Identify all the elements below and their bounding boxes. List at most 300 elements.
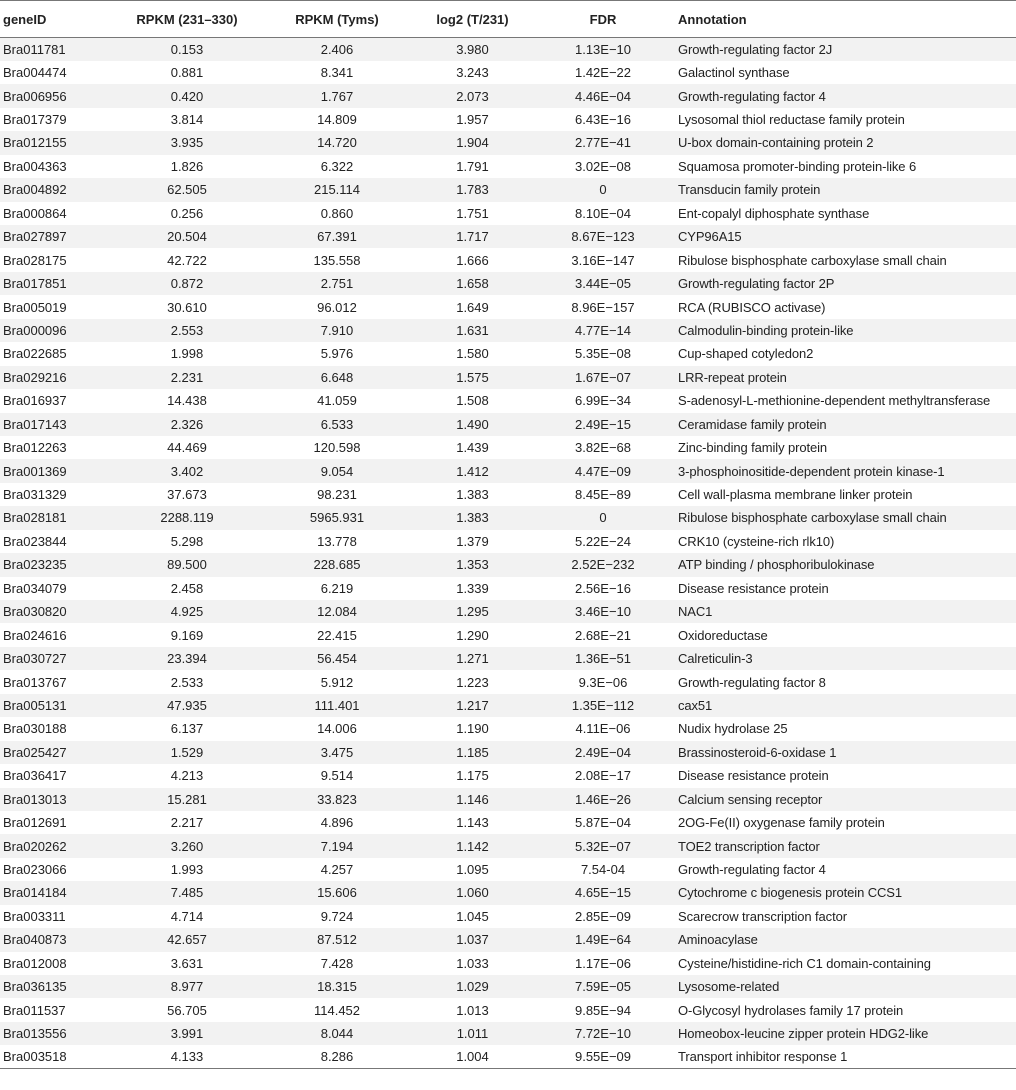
table-row xyxy=(0,998,1016,1021)
annotation-cell: Cytochrome c biogenesis protein CCS1 xyxy=(678,885,903,901)
table-row xyxy=(0,459,1016,482)
gene-id-cell: Bra017379 xyxy=(3,112,67,128)
annotation-cell: Brassinosteroid-6-oxidase 1 xyxy=(678,744,837,760)
log2-ratio-cell: 1.004 xyxy=(456,1049,489,1065)
gene-id-cell: Bra017143 xyxy=(3,416,67,432)
rpkm-231-330-cell: 0.153 xyxy=(170,41,204,57)
gene-id-cell: Bra011537 xyxy=(3,1002,66,1018)
header-log2-ratio: log2 (T/231) xyxy=(436,11,509,27)
rpkm-231-330-cell: 2.553 xyxy=(170,322,204,338)
gene-id-cell: Bra003518 xyxy=(3,1049,67,1065)
fdr-cell: 9.85E−94 xyxy=(574,1002,632,1018)
log2-ratio-cell: 1.045 xyxy=(456,908,489,924)
rpkm-231-330-cell: 6.137 xyxy=(170,721,204,737)
fdr-cell: 5.32E−07 xyxy=(574,838,632,854)
rpkm-tyms-cell: 13.778 xyxy=(317,533,357,549)
fdr-cell: 1.35E−112 xyxy=(571,697,635,713)
rpkm-231-330-cell: 2.458 xyxy=(170,580,204,596)
annotation-cell: O-Glycosyl hydrolases family 17 protein xyxy=(678,1002,904,1018)
annotation-cell: Growth-regulating factor 4 xyxy=(678,862,826,878)
annotation-cell: S-adenosyl-L-methionine-dependent methyltransferase xyxy=(678,393,991,409)
log2-ratio-cell: 1.751 xyxy=(456,205,489,221)
fdr-cell: 6.99E−34 xyxy=(574,393,632,409)
gene-id-cell: Bra004474 xyxy=(3,65,67,81)
annotation-cell: U-box domain-containing protein 2 xyxy=(678,135,874,151)
table-row xyxy=(0,670,1016,693)
gene-id-cell: Bra025427 xyxy=(3,744,67,760)
log2-ratio-cell: 1.353 xyxy=(456,557,489,573)
fdr-cell: 8.67E−123 xyxy=(571,229,635,245)
rpkm-231-330-cell: 9.169 xyxy=(170,627,204,643)
rpkm-tyms-cell: 7.194 xyxy=(320,838,354,854)
gene-id-cell: Bra031329 xyxy=(3,487,67,503)
rpkm-tyms-cell: 9.514 xyxy=(320,768,354,784)
gene-id-cell: Bra012263 xyxy=(3,440,67,456)
table-row xyxy=(0,741,1016,764)
gene-id-cell: Bra020262 xyxy=(3,838,67,854)
log2-ratio-cell: 1.185 xyxy=(456,744,489,760)
rpkm-231-330-cell: 3.991 xyxy=(170,1026,204,1042)
fdr-cell: 5.22E−24 xyxy=(574,533,632,549)
annotation-cell: Homeobox-leucine zipper protein HDG2-like xyxy=(678,1026,929,1042)
table-row xyxy=(0,483,1016,506)
gene-id-cell: Bra005131 xyxy=(3,697,67,713)
rpkm-231-330-cell: 0.881 xyxy=(170,65,204,81)
rpkm-231-330-cell: 1.529 xyxy=(170,744,204,760)
rpkm-231-330-cell: 2.326 xyxy=(170,416,204,432)
log2-ratio-cell: 3.243 xyxy=(456,65,489,81)
rpkm-tyms-cell: 14.006 xyxy=(317,721,357,737)
gene-id-cell: Bra022685 xyxy=(3,346,67,362)
gene-id-cell: Bra012155 xyxy=(3,135,67,151)
rpkm-231-330-cell: 23.394 xyxy=(167,651,207,667)
annotation-cell: Growth-regulating factor 2J xyxy=(678,41,833,57)
fdr-cell: 1.36E−51 xyxy=(574,651,632,667)
rpkm-231-330-cell: 44.469 xyxy=(167,440,207,456)
rpkm-231-330-cell: 20.504 xyxy=(167,229,207,245)
header-fdr: FDR xyxy=(589,11,617,27)
rpkm-tyms-cell: 12.084 xyxy=(317,604,357,620)
gene-id-cell: Bra013767 xyxy=(3,674,67,690)
table-row xyxy=(0,717,1016,740)
annotation-cell: Scarecrow transcription factor xyxy=(678,908,847,924)
fdr-cell: 7.72E−10 xyxy=(574,1026,632,1042)
table-row xyxy=(0,389,1016,412)
rpkm-tyms-cell: 0.860 xyxy=(320,205,354,221)
header-annotation: Annotation xyxy=(678,11,747,27)
fdr-cell: 1.17E−06 xyxy=(574,955,632,971)
fdr-cell: 6.43E−16 xyxy=(574,112,632,128)
fdr-cell: 2.56E−16 xyxy=(574,580,632,596)
rpkm-tyms-cell: 4.896 xyxy=(320,815,354,831)
rpkm-231-330-cell: 3.814 xyxy=(170,112,204,128)
gene-id-cell: Bra028175 xyxy=(3,252,67,268)
annotation-cell: Cup-shaped cotyledon2 xyxy=(678,346,814,362)
table-row xyxy=(0,178,1016,201)
fdr-cell: 1.67E−07 xyxy=(574,369,632,385)
fdr-cell: 1.13E−10 xyxy=(574,41,632,57)
log2-ratio-cell: 2.073 xyxy=(456,88,489,104)
gene-id-cell: Bra036417 xyxy=(3,768,67,784)
log2-ratio-cell: 1.658 xyxy=(456,276,489,292)
fdr-cell: 4.77E−14 xyxy=(574,322,632,338)
rpkm-tyms-cell: 96.012 xyxy=(317,299,357,315)
fdr-cell: 5.35E−08 xyxy=(574,346,632,362)
annotation-cell: TOE2 transcription factor xyxy=(678,838,820,854)
log2-ratio-cell: 1.142 xyxy=(456,838,489,854)
fdr-cell: 0 xyxy=(599,510,607,526)
rpkm-tyms-cell: 56.454 xyxy=(317,651,357,667)
table-row xyxy=(0,108,1016,131)
log2-ratio-cell: 1.175 xyxy=(456,768,489,784)
table-body xyxy=(0,38,1016,1069)
rpkm-231-330-cell: 3.260 xyxy=(170,838,204,854)
annotation-cell: ATP binding / phosphoribulokinase xyxy=(678,557,875,573)
table-row xyxy=(0,834,1016,857)
rpkm-tyms-cell: 8.341 xyxy=(320,65,354,81)
log2-ratio-cell: 1.339 xyxy=(456,580,489,596)
table-row xyxy=(0,600,1016,623)
rpkm-tyms-cell: 2.751 xyxy=(320,276,354,292)
rpkm-tyms-cell: 5.912 xyxy=(320,674,354,690)
fdr-cell: 7.59E−05 xyxy=(574,979,632,995)
table-row xyxy=(0,553,1016,576)
rpkm-231-330-cell: 14.438 xyxy=(167,393,207,409)
rpkm-231-330-cell: 0.256 xyxy=(170,205,204,221)
header-rpkm-231-330: RPKM (231–330) xyxy=(136,11,238,27)
rpkm-tyms-cell: 228.685 xyxy=(313,557,361,573)
annotation-cell: Zinc-binding family protein xyxy=(678,440,828,456)
annotation-cell: NAC1 xyxy=(678,604,713,620)
rpkm-tyms-cell: 14.809 xyxy=(317,112,357,128)
log2-ratio-cell: 3.980 xyxy=(456,41,489,57)
rpkm-231-330-cell: 42.657 xyxy=(167,932,207,948)
fdr-cell: 8.10E−04 xyxy=(574,205,632,221)
log2-ratio-cell: 1.439 xyxy=(456,440,489,456)
table-row xyxy=(0,1022,1016,1045)
fdr-cell: 4.65E−15 xyxy=(574,885,632,901)
annotation-cell: Ent-copalyl diphosphate synthase xyxy=(678,205,870,221)
rpkm-tyms-cell: 8.044 xyxy=(320,1026,354,1042)
log2-ratio-cell: 1.223 xyxy=(456,674,489,690)
table-row xyxy=(0,61,1016,84)
rpkm-231-330-cell: 4.213 xyxy=(170,768,204,784)
table-row xyxy=(0,272,1016,295)
gene-id-cell: Bra016937 xyxy=(3,393,67,409)
gene-id-cell: Bra030727 xyxy=(3,651,67,667)
rpkm-231-330-cell: 4.133 xyxy=(170,1049,204,1065)
rpkm-231-330-cell: 5.298 xyxy=(170,533,204,549)
gene-id-cell: Bra011781 xyxy=(3,41,66,57)
rpkm-tyms-cell: 7.428 xyxy=(320,955,354,971)
annotation-cell: Lysosomal thiol reductase family protein xyxy=(678,112,905,128)
annotation-cell: Ceramidase family protein xyxy=(678,416,827,432)
table-row xyxy=(0,764,1016,787)
gene-id-cell: Bra014184 xyxy=(3,885,67,901)
fdr-cell: 7.54-04 xyxy=(580,862,626,878)
fdr-cell: 1.42E−22 xyxy=(574,65,632,81)
rpkm-231-330-cell: 3.935 xyxy=(170,135,204,151)
rpkm-tyms-cell: 33.823 xyxy=(317,791,357,807)
rpkm-tyms-cell: 6.533 xyxy=(320,416,354,432)
gene-id-cell: Bra000096 xyxy=(3,322,67,338)
gene-id-cell: Bra000864 xyxy=(3,205,67,221)
rpkm-231-330-cell: 37.673 xyxy=(167,487,207,503)
annotation-cell: Galactinol synthase xyxy=(678,65,790,81)
rpkm-tyms-cell: 5.976 xyxy=(320,346,354,362)
gene-id-cell: Bra036135 xyxy=(3,979,67,995)
rpkm-tyms-cell: 111.401 xyxy=(314,697,360,713)
annotation-cell: Growth-regulating factor 8 xyxy=(678,674,826,690)
rpkm-231-330-cell: 4.714 xyxy=(170,908,204,924)
log2-ratio-cell: 1.295 xyxy=(456,604,489,620)
table-row xyxy=(0,1045,1016,1068)
log2-ratio-cell: 1.580 xyxy=(456,346,489,362)
fdr-cell: 4.47E−09 xyxy=(574,463,632,479)
table-row xyxy=(0,881,1016,904)
rpkm-tyms-cell: 135.558 xyxy=(313,252,361,268)
log2-ratio-cell: 1.013 xyxy=(456,1002,489,1018)
rpkm-tyms-cell: 1.767 xyxy=(320,88,354,104)
rpkm-231-330-cell: 2.231 xyxy=(170,369,204,385)
table-row xyxy=(0,788,1016,811)
table-row xyxy=(0,295,1016,318)
gene-id-cell: Bra030188 xyxy=(3,721,67,737)
rpkm-231-330-cell: 56.705 xyxy=(167,1002,207,1018)
fdr-cell: 9.3E−06 xyxy=(578,674,628,690)
annotation-cell: Calreticulin-3 xyxy=(678,651,753,667)
log2-ratio-cell: 1.271 xyxy=(456,651,489,667)
rpkm-231-330-cell: 1.826 xyxy=(170,158,204,174)
gene-id-cell: Bra017851 xyxy=(3,276,67,292)
fdr-cell: 2.08E−17 xyxy=(574,768,632,784)
gene-id-cell: Bra004892 xyxy=(3,182,67,198)
rpkm-231-330-cell: 0.420 xyxy=(170,88,204,104)
rpkm-tyms-cell: 15.606 xyxy=(317,885,357,901)
log2-ratio-cell: 1.631 xyxy=(456,322,489,338)
annotation-cell: Lysosome-related xyxy=(678,979,780,995)
gene-id-cell: Bra012691 xyxy=(3,815,67,831)
annotation-cell: 2OG-Fe(II) oxygenase family protein xyxy=(678,815,885,831)
rpkm-tyms-cell: 6.322 xyxy=(320,158,354,174)
gene-id-cell: Bra029216 xyxy=(3,369,67,385)
rpkm-tyms-cell: 7.910 xyxy=(320,322,354,338)
log2-ratio-cell: 1.033 xyxy=(456,955,489,971)
table-row xyxy=(0,131,1016,154)
fdr-cell: 2.85E−09 xyxy=(574,908,632,924)
annotation-cell: Calmodulin-binding protein-like xyxy=(678,322,854,338)
fdr-cell: 8.45E−89 xyxy=(574,487,632,503)
annotation-cell: Aminoacylase xyxy=(678,932,758,948)
gene-id-cell: Bra004363 xyxy=(3,158,67,174)
log2-ratio-cell: 1.383 xyxy=(456,487,489,503)
annotation-cell: Disease resistance protein xyxy=(678,768,829,784)
table-row xyxy=(0,694,1016,717)
log2-ratio-cell: 1.143 xyxy=(456,815,489,831)
log2-ratio-cell: 1.011 xyxy=(456,1026,489,1042)
log2-ratio-cell: 1.575 xyxy=(456,369,489,385)
table-row xyxy=(0,577,1016,600)
rpkm-231-330-cell: 62.505 xyxy=(167,182,207,198)
rpkm-231-330-cell: 3.402 xyxy=(170,463,204,479)
fdr-cell: 2.49E−15 xyxy=(574,416,632,432)
table-row xyxy=(0,811,1016,834)
log2-ratio-cell: 1.412 xyxy=(456,463,489,479)
annotation-cell: Squamosa promoter-binding protein-like 6 xyxy=(678,158,917,174)
fdr-cell: 4.11E−06 xyxy=(575,721,631,737)
fdr-cell: 3.16E−147 xyxy=(571,252,635,268)
table-row xyxy=(0,647,1016,670)
log2-ratio-cell: 1.508 xyxy=(456,393,489,409)
gene-id-cell: Bra003311 xyxy=(3,908,66,924)
gene-id-cell: Bra034079 xyxy=(3,580,67,596)
gene-id-cell: Bra024616 xyxy=(3,627,67,643)
log2-ratio-cell: 1.037 xyxy=(456,932,489,948)
fdr-cell: 2.49E−04 xyxy=(574,744,632,760)
gene-id-cell: Bra013013 xyxy=(3,791,67,807)
annotation-cell: 3-phosphoinositide-dependent protein kinase-1 xyxy=(678,463,945,479)
annotation-cell: CRK10 (cysteine-rich rlk10) xyxy=(678,533,835,549)
annotation-cell: CYP96A15 xyxy=(678,229,742,245)
annotation-cell: Disease resistance protein xyxy=(678,580,829,596)
gene-id-cell: Bra023235 xyxy=(3,557,67,573)
table-row xyxy=(0,413,1016,436)
log2-ratio-cell: 1.383 xyxy=(456,510,489,526)
log2-ratio-cell: 1.717 xyxy=(456,229,489,245)
table-row xyxy=(0,858,1016,881)
gene-id-cell: Bra027897 xyxy=(3,229,67,245)
gene-id-cell: Bra040873 xyxy=(3,932,67,948)
rpkm-tyms-cell: 87.512 xyxy=(317,932,357,948)
log2-ratio-cell: 1.666 xyxy=(456,252,489,268)
log2-ratio-cell: 1.290 xyxy=(456,627,489,643)
annotation-cell: Growth-regulating factor 2P xyxy=(678,276,835,292)
log2-ratio-cell: 1.379 xyxy=(456,533,489,549)
rpkm-tyms-cell: 6.648 xyxy=(320,369,354,385)
rpkm-tyms-cell: 22.415 xyxy=(317,627,357,643)
rpkm-231-330-cell: 1.993 xyxy=(170,862,204,878)
table-row xyxy=(0,38,1016,61)
log2-ratio-cell: 1.217 xyxy=(456,697,489,713)
rpkm-231-330-cell: 15.281 xyxy=(167,791,207,807)
fdr-cell: 2.52E−232 xyxy=(571,557,635,573)
rpkm-231-330-cell: 8.977 xyxy=(170,979,204,995)
rpkm-tyms-cell: 215.114 xyxy=(313,182,361,198)
gene-id-cell: Bra030820 xyxy=(3,604,67,620)
rpkm-tyms-cell: 6.219 xyxy=(320,580,354,596)
log2-ratio-cell: 1.957 xyxy=(456,112,489,128)
fdr-cell: 3.44E−05 xyxy=(574,276,632,292)
rpkm-231-330-cell: 89.500 xyxy=(167,557,207,573)
annotation-cell: Ribulose bisphosphate carboxylase small chain xyxy=(678,510,947,526)
log2-ratio-cell: 1.649 xyxy=(456,299,489,315)
rpkm-231-330-cell: 2.217 xyxy=(170,815,204,831)
annotation-cell: Transport inhibitor response 1 xyxy=(678,1049,848,1065)
table-row xyxy=(0,155,1016,178)
annotation-cell: Cell wall-plasma membrane linker protein xyxy=(678,487,913,503)
rpkm-tyms-cell: 4.257 xyxy=(320,862,354,878)
table-row xyxy=(0,623,1016,646)
rpkm-231-330-cell: 30.610 xyxy=(167,299,207,315)
table-row xyxy=(0,506,1016,529)
table-row xyxy=(0,952,1016,975)
rpkm-231-330-cell: 4.925 xyxy=(170,604,204,620)
fdr-cell: 1.46E−26 xyxy=(574,791,632,807)
table-row xyxy=(0,225,1016,248)
gene-id-cell: Bra012008 xyxy=(3,955,67,971)
annotation-cell: Ribulose bisphosphate carboxylase small chain xyxy=(678,252,947,268)
table-row xyxy=(0,975,1016,998)
rpkm-tyms-cell: 41.059 xyxy=(317,393,357,409)
annotation-cell: Calcium sensing receptor xyxy=(678,791,823,807)
log2-ratio-cell: 1.146 xyxy=(456,791,489,807)
gene-id-cell: Bra005019 xyxy=(3,299,67,315)
rpkm-tyms-cell: 2.406 xyxy=(320,41,354,57)
rpkm-tyms-cell: 3.475 xyxy=(320,744,354,760)
rpkm-tyms-cell: 8.286 xyxy=(320,1049,354,1065)
fdr-cell: 8.96E−157 xyxy=(571,299,635,315)
rpkm-231-330-cell: 0.872 xyxy=(170,276,204,292)
gene-id-cell: Bra023066 xyxy=(3,862,67,878)
header-rpkm-tyms: RPKM (Tyms) xyxy=(295,11,379,27)
rpkm-231-330-cell: 2.533 xyxy=(170,674,204,690)
log2-ratio-cell: 1.095 xyxy=(456,862,489,878)
table-row xyxy=(0,436,1016,459)
fdr-cell: 0 xyxy=(599,182,607,198)
annotation-cell: Transducin family protein xyxy=(678,182,821,198)
fdr-cell: 5.87E−04 xyxy=(574,815,632,831)
rpkm-tyms-cell: 14.720 xyxy=(317,135,357,151)
rpkm-231-330-cell: 42.722 xyxy=(167,252,207,268)
gene-id-cell: Bra013556 xyxy=(3,1026,67,1042)
rpkm-tyms-cell: 9.054 xyxy=(320,463,354,479)
table-row xyxy=(0,248,1016,271)
table-row xyxy=(0,905,1016,928)
table-row xyxy=(0,928,1016,951)
rpkm-231-330-cell: 7.485 xyxy=(170,885,204,901)
fdr-cell: 3.02E−08 xyxy=(574,158,632,174)
fdr-cell: 3.46E−10 xyxy=(574,604,632,620)
gene-id-cell: Bra028181 xyxy=(3,510,67,526)
gene-id-cell: Bra001369 xyxy=(3,463,67,479)
rpkm-tyms-cell: 9.724 xyxy=(320,908,354,924)
log2-ratio-cell: 1.791 xyxy=(456,158,489,174)
rpkm-tyms-cell: 5965.931 xyxy=(309,510,365,526)
log2-ratio-cell: 1.060 xyxy=(456,885,489,901)
annotation-cell: Growth-regulating factor 4 xyxy=(678,88,826,104)
log2-ratio-cell: 1.029 xyxy=(456,979,489,995)
table-row xyxy=(0,530,1016,553)
fdr-cell: 1.49E−64 xyxy=(574,932,632,948)
fdr-cell: 9.55E−09 xyxy=(574,1049,632,1065)
fdr-cell: 3.82E−68 xyxy=(574,440,632,456)
table-row xyxy=(0,202,1016,225)
header-gene-id: geneID xyxy=(3,11,47,27)
rpkm-231-330-cell: 2288.119 xyxy=(160,510,214,526)
table-row xyxy=(0,319,1016,342)
fdr-cell: 4.46E−04 xyxy=(574,88,632,104)
table-row xyxy=(0,84,1016,107)
log2-ratio-cell: 1.783 xyxy=(456,182,489,198)
rpkm-tyms-cell: 98.231 xyxy=(317,487,357,503)
rpkm-tyms-cell: 114.452 xyxy=(313,1002,361,1018)
annotation-cell: LRR-repeat protein xyxy=(678,369,787,385)
rpkm-231-330-cell: 1.998 xyxy=(170,346,204,362)
rpkm-tyms-cell: 67.391 xyxy=(317,229,357,245)
log2-ratio-cell: 1.904 xyxy=(456,135,489,151)
table-header xyxy=(0,1,1016,38)
gene-id-cell: Bra006956 xyxy=(3,88,67,104)
